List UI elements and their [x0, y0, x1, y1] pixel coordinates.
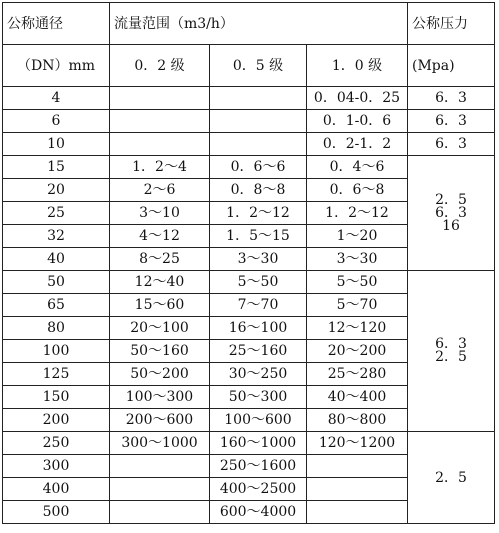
- dn-unit-label: （DN）mm: [3, 45, 110, 87]
- header-row-1: [3, 3, 495, 45]
- grade-10-cell: 0．6～8: [307, 179, 408, 202]
- dn-cell: 4: [3, 87, 110, 110]
- grade-05-cell: 250～1600: [210, 455, 307, 478]
- pressure-header-label: 公称压力: [408, 3, 495, 45]
- grade-10-cell: 0．2-1．2: [307, 133, 408, 156]
- grade-10-cell: 0．04-0．25: [307, 87, 408, 110]
- grade-02-cell: 2～6: [110, 179, 210, 202]
- grade-02-cell: [110, 455, 210, 478]
- dn-cell: 150: [3, 386, 110, 409]
- grade-05-cell: 25～160: [210, 340, 307, 363]
- pressure-group-a: [408, 156, 495, 271]
- grade-05-cell: 30～250: [210, 363, 307, 386]
- dn-cell: 50: [3, 271, 110, 294]
- dn-header-label: 公称通径: [3, 3, 110, 45]
- grade-10-cell: 120～1200: [307, 432, 408, 455]
- grade-05-cell: 3～30: [210, 248, 307, 271]
- pressure-value: 2．5: [435, 191, 467, 208]
- grade-05-cell: [210, 87, 307, 110]
- grade-05-cell: 16～100: [210, 317, 307, 340]
- grade-10-cell: 5～70: [307, 294, 408, 317]
- grade-02-cell: [110, 501, 210, 524]
- grade-02-cell: 15～60: [110, 294, 210, 317]
- pressure-unit-label: (Mpa): [408, 45, 495, 87]
- grade-02-cell: 300～1000: [110, 432, 210, 455]
- grade-10-cell: 80～800: [307, 409, 408, 432]
- grade-10-header: 1．0 级: [307, 45, 408, 87]
- grade-05-cell: 0．6～6: [210, 156, 307, 179]
- grade-05-cell: 1．5～15: [210, 225, 307, 248]
- grade-05-cell: [210, 110, 307, 133]
- pressure-value: 6．3: [435, 204, 467, 221]
- grade-02-cell: [110, 110, 210, 133]
- grade-02-cell: 200～600: [110, 409, 210, 432]
- grade-02-cell: 1．2～4: [110, 156, 210, 179]
- dn-cell: 10: [3, 133, 110, 156]
- grade-02-cell: 50～160: [110, 340, 210, 363]
- dn-cell: 32: [3, 225, 110, 248]
- grade-10-cell: 12～120: [307, 317, 408, 340]
- grade-05-cell: 160～1000: [210, 432, 307, 455]
- grade-02-cell: [110, 87, 210, 110]
- pressure-cell: 6．3: [408, 87, 495, 110]
- grade-10-cell: 20～200: [307, 340, 408, 363]
- grade-05-cell: 50～300: [210, 386, 307, 409]
- grade-05-cell: 1．2～12: [210, 202, 307, 225]
- grade-02-cell: 12～40: [110, 271, 210, 294]
- grade-05-cell: 400～2500: [210, 478, 307, 501]
- table-row: [3, 156, 495, 179]
- grade-02-cell: 8～25: [110, 248, 210, 271]
- grade-10-cell: 40～400: [307, 386, 408, 409]
- grade-05-cell: 600～4000: [210, 501, 307, 524]
- dn-cell: 15: [3, 156, 110, 179]
- grade-05-cell: 5～50: [210, 271, 307, 294]
- grade-02-cell: 100～300: [110, 386, 210, 409]
- dn-cell: 20: [3, 179, 110, 202]
- dn-cell: 400: [3, 478, 110, 501]
- flow-range-header: 流量范围（m3/h）: [110, 3, 408, 45]
- grade-02-cell: [110, 133, 210, 156]
- spec-table-container: [2, 2, 495, 524]
- dn-cell: 200: [3, 409, 110, 432]
- grade-10-cell: [307, 455, 408, 478]
- grade-10-cell: 5～50: [307, 271, 408, 294]
- pressure-group-b: [408, 271, 495, 432]
- grade-05-cell: [210, 133, 307, 156]
- dn-cell: 6: [3, 110, 110, 133]
- dn-cell: 300: [3, 455, 110, 478]
- dn-cell: 25: [3, 202, 110, 225]
- dn-cell: 125: [3, 363, 110, 386]
- pressure-group-c: 2．5: [408, 432, 495, 524]
- grade-02-cell: 3～10: [110, 202, 210, 225]
- grade-10-cell: 1～20: [307, 225, 408, 248]
- dn-cell: 500: [3, 501, 110, 524]
- table-row: [3, 133, 495, 156]
- header-row-2: [3, 45, 495, 87]
- grade-05-cell: 100～600: [210, 409, 307, 432]
- table-row: [3, 110, 495, 133]
- grade-10-cell: 0．1-0．6: [307, 110, 408, 133]
- grade-02-header: 0．2 级: [110, 45, 210, 87]
- pressure-value: 2．5: [435, 349, 467, 365]
- grade-02-cell: [110, 478, 210, 501]
- grade-10-cell: [307, 478, 408, 501]
- dn-cell: 65: [3, 294, 110, 317]
- grade-10-cell: [307, 501, 408, 524]
- dn-cell: 100: [3, 340, 110, 363]
- pressure-cell: 6．3: [408, 110, 495, 133]
- grade-05-cell: 0．8～8: [210, 179, 307, 202]
- grade-10-cell: 0．4～6: [307, 156, 408, 179]
- pressure-value: 6．3: [435, 336, 467, 352]
- dn-cell: 40: [3, 248, 110, 271]
- table-row: [3, 432, 495, 455]
- grade-02-cell: 4～12: [110, 225, 210, 248]
- flowmeter-spec-table: [2, 2, 495, 524]
- table-row: [3, 271, 495, 294]
- pressure-value: 16: [442, 217, 460, 234]
- grade-10-cell: 1．2～12: [307, 202, 408, 225]
- grade-10-cell: 25～280: [307, 363, 408, 386]
- grade-02-cell: 50～200: [110, 363, 210, 386]
- table-row: [3, 87, 495, 110]
- pressure-cell: 6．3: [408, 133, 495, 156]
- grade-02-cell: 20～100: [110, 317, 210, 340]
- dn-cell: 250: [3, 432, 110, 455]
- grade-05-header: 0．5 级: [210, 45, 307, 87]
- grade-05-cell: 7～70: [210, 294, 307, 317]
- grade-10-cell: 3～30: [307, 248, 408, 271]
- dn-cell: 80: [3, 317, 110, 340]
